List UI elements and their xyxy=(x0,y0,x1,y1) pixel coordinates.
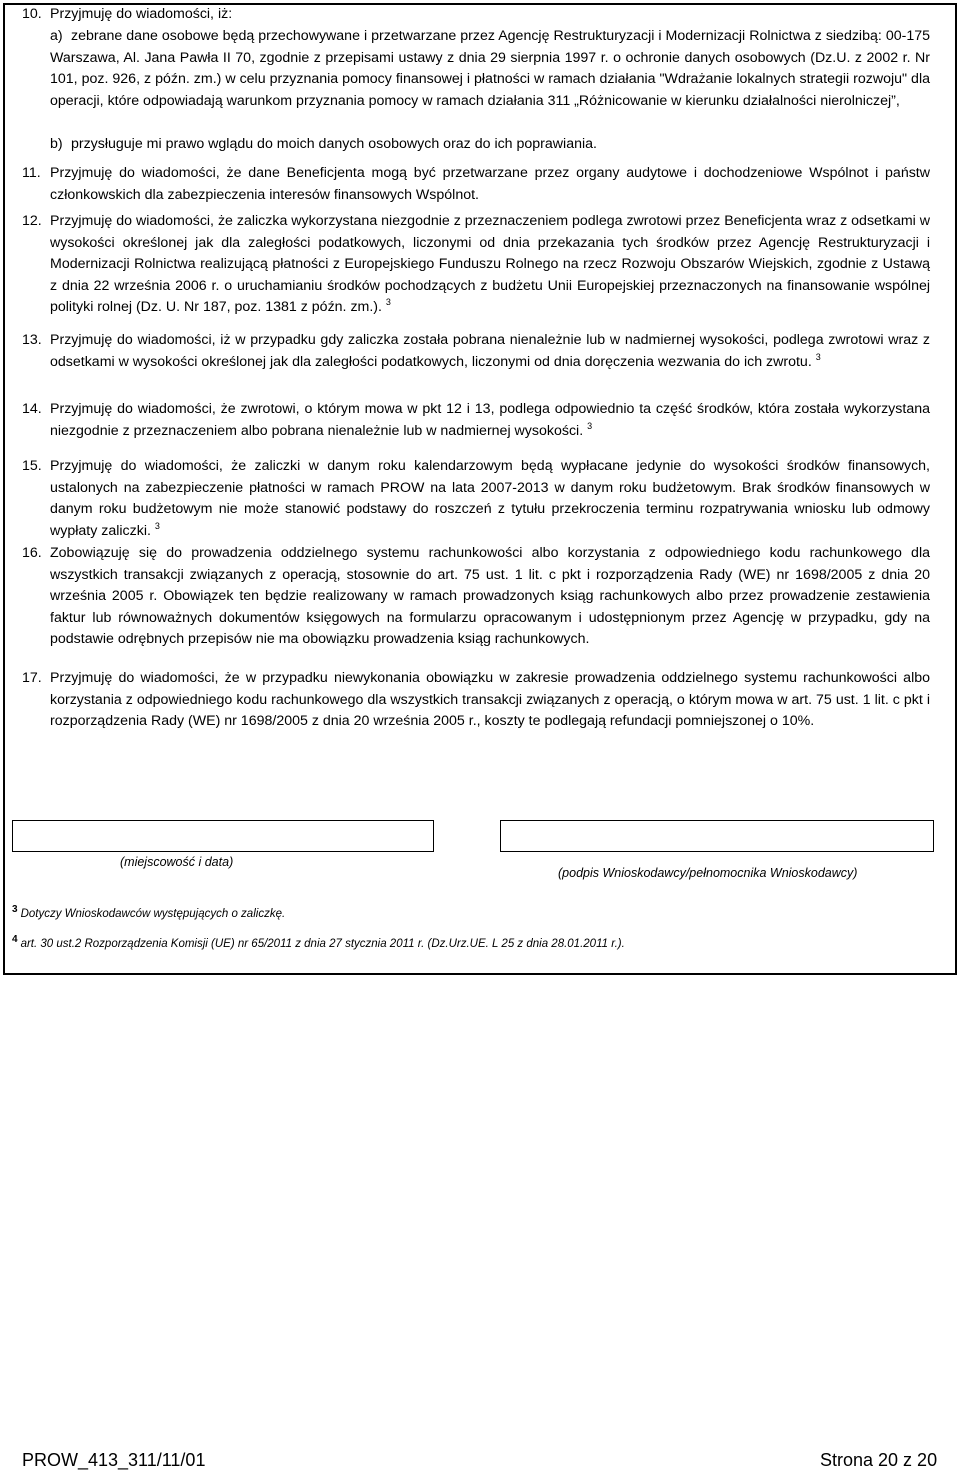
clause-number: 16. xyxy=(22,545,42,561)
document-code: PROW_413_311/11/01 xyxy=(22,1450,206,1470)
sub-label: b) xyxy=(50,136,63,152)
footnote-3 xyxy=(12,904,286,920)
sub-text: zebrane dane osobowe będą przechowywane i przetwarzane przez Agencję Restrukturyzacji i Modernizacji Rolnictwa z siedzibą: 00-175 Warszawa, Al. Jana Pawła II 70, zgodnie z przepisami ustawy z dnia 29 sierpnia 1997 r. o ochronie danych osobowych (Dz.U. z 2002 r. Nr 101, poz. 926, z późn. zm.) w celu przyznania pomocy finansowej i płatności w ramach działania "Wdrażanie lokalnych strategii rozwoju" dla operacji, które odpowiadają warunkom przyznania pomocy w ramach działania 311 „Różnicowanie w kierunku działalności nierolniczej”, xyxy=(50,28,930,109)
footnote-ref: 3 xyxy=(587,420,593,431)
clause-text: Przyjmuję do wiadomości, że w przypadku niewykonania obowiązku w zakresie prowadzenia oddzielnego systemu rachunkowości albo korzystania z odpowiedniego kodu rachunkowego dla wszystkich transakcji związanych z operacją, o którym mowa w art. 75 ust. 1 lit. c pkt i rozporządzenia Rady (WE) nr 1698/2005 z dnia 20 września 2005 r., koszty te podlegają refundacji pomniejszonej o 10%. xyxy=(50,670,930,730)
clause-number: 15. xyxy=(22,458,42,474)
signature-caption: (podpis Wnioskodawcy/pełnomocnika Wnioskodawcy) xyxy=(558,866,858,880)
footnote-ref: 3 xyxy=(815,351,821,362)
clause-10-b xyxy=(50,134,930,156)
footnote-text: art. 30 ust.2 Rozporządzenia Komisji (UE) nr 65/2011 z dnia 27 stycznia 2011 r. (Dz.Urz.UE. L 25 z dnia 28.01.2011 r.). xyxy=(20,938,625,950)
page-number: Strona 20 z 20 xyxy=(820,1450,938,1470)
clause-text xyxy=(50,399,930,442)
clause-number: 10. xyxy=(22,6,42,22)
clause-text xyxy=(50,211,930,319)
clause-text: Zobowiązuję się do prowadzenia oddzielnego systemu rachunkowości albo korzystania z odpowiedniego kodu rachunkowego dla wszystkich transakcji związanych z operacją, stosownie do art. 75 ust. 1 lit. c pkt i rozporządzenia Rady (WE) nr 1698/2005 z dnia 20 września 2005 r. Obowiązek ten będzie realizowany w ramach prowadzonych ksiąg rachunkowych albo przez prowadzenie zestawienia faktur lub równoważnych dokumentów księgowych na formularzu opracowanym i udostępnionym przez Agencję w przypadku, gdy na podstawie odrębnych przepisów nie ma obowiązku prowadzenia ksiąg rachunkowych. xyxy=(50,545,930,648)
clause-text xyxy=(50,330,930,373)
footnote-text: Dotyczy Wnioskodawców występujących o zaliczkę. xyxy=(20,908,286,920)
sub-label: a) xyxy=(50,28,63,44)
clause-text-content: Przyjmuję do wiadomości, iż w przypadku gdy zaliczka została pobrana nienależnie lub w nadmiernej wysokości, podlega zwrotowi wraz z odsetkami w wysokości określonej jak dla zaległości podatkowych, liczonymi od dnia doręczenia wezwania do ich zwrotu. xyxy=(50,332,930,370)
clause-text-content: Przyjmuję do wiadomości, że zaliczki w danym roku kalendarzowym będą wypłacane jedynie do wysokości środków finansowych, ustalonych na zabezpieczenie płatności w ramach PROW na lata 2007-2013 w danym roku budżetowym. Brak środków finansowych w danym roku budżetowym nie może stanowić podstawy do roszczeń z tytułu przekroczenia terminu rozpatrywania wniosku lub odmowy wypłaty zaliczki. xyxy=(50,458,930,539)
clause-number: 11. xyxy=(22,165,41,181)
clause-text-content: Przyjmuję do wiadomości, że zwrotowi, o którym mowa w pkt 12 i 13, podlega odpowiednio ta część środków, która została wykorzystana niezgodnie z przeznaczeniem albo pobrana nienależnie lub w nadmiernej wysokości. xyxy=(50,401,930,439)
clause-number: 14. xyxy=(22,401,42,417)
footnote-4 xyxy=(12,934,625,950)
clause-text: Przyjmuję do wiadomości, iż: xyxy=(50,6,233,22)
clause-number: 12. xyxy=(22,213,42,229)
clause-text xyxy=(50,456,930,542)
place-date-field[interactable] xyxy=(12,820,434,852)
signature-field[interactable] xyxy=(500,820,934,852)
clause-number: 17. xyxy=(22,670,42,686)
footnote-ref: 3 xyxy=(385,297,391,308)
place-date-caption: (miejscowość i data) xyxy=(120,855,234,869)
footnote-mark: 3 xyxy=(12,904,18,915)
footnote-mark: 4 xyxy=(12,934,18,945)
clause-10-a xyxy=(50,26,930,112)
footnote-ref: 3 xyxy=(154,520,160,531)
clause-text-content: Przyjmuję do wiadomości, że zaliczka wykorzystana niezgodnie z przeznaczeniem podlega zwrotowi przez Beneficjenta wraz z odsetkami w wysokości określonej jak dla zaległości podatkowych, liczonymi od dnia przekazania tych środków przez Agencję Restrukturyzacji i Modernizacji Rolnictwa realizującą płatności z Europejskiego Funduszu Rolnego na rzecz Rozwoju Obszarów Wiejskich, zgodnie z Ustawą z dnia 22 września 2006 r. o uruchamianiu środków pochodzących z budżetu Unii Europejskiej przeznaczonych na finansowanie wspólnej polityki rolnej (Dz. U. Nr 187, poz. 1381 z późn. zm.). xyxy=(50,213,931,316)
clause-number: 13. xyxy=(22,332,42,348)
sub-text: przysługuje mi prawo wglądu do moich danych osobowych oraz do ich poprawiania. xyxy=(70,136,597,152)
clause-text: Przyjmuję do wiadomości, że dane Beneficjenta mogą być przetwarzane przez organy audytowe i dochodzeniowe Wspólnot i państw członkowskich dla zabezpieczenia interesów finansowych Wspólnot. xyxy=(50,165,930,203)
